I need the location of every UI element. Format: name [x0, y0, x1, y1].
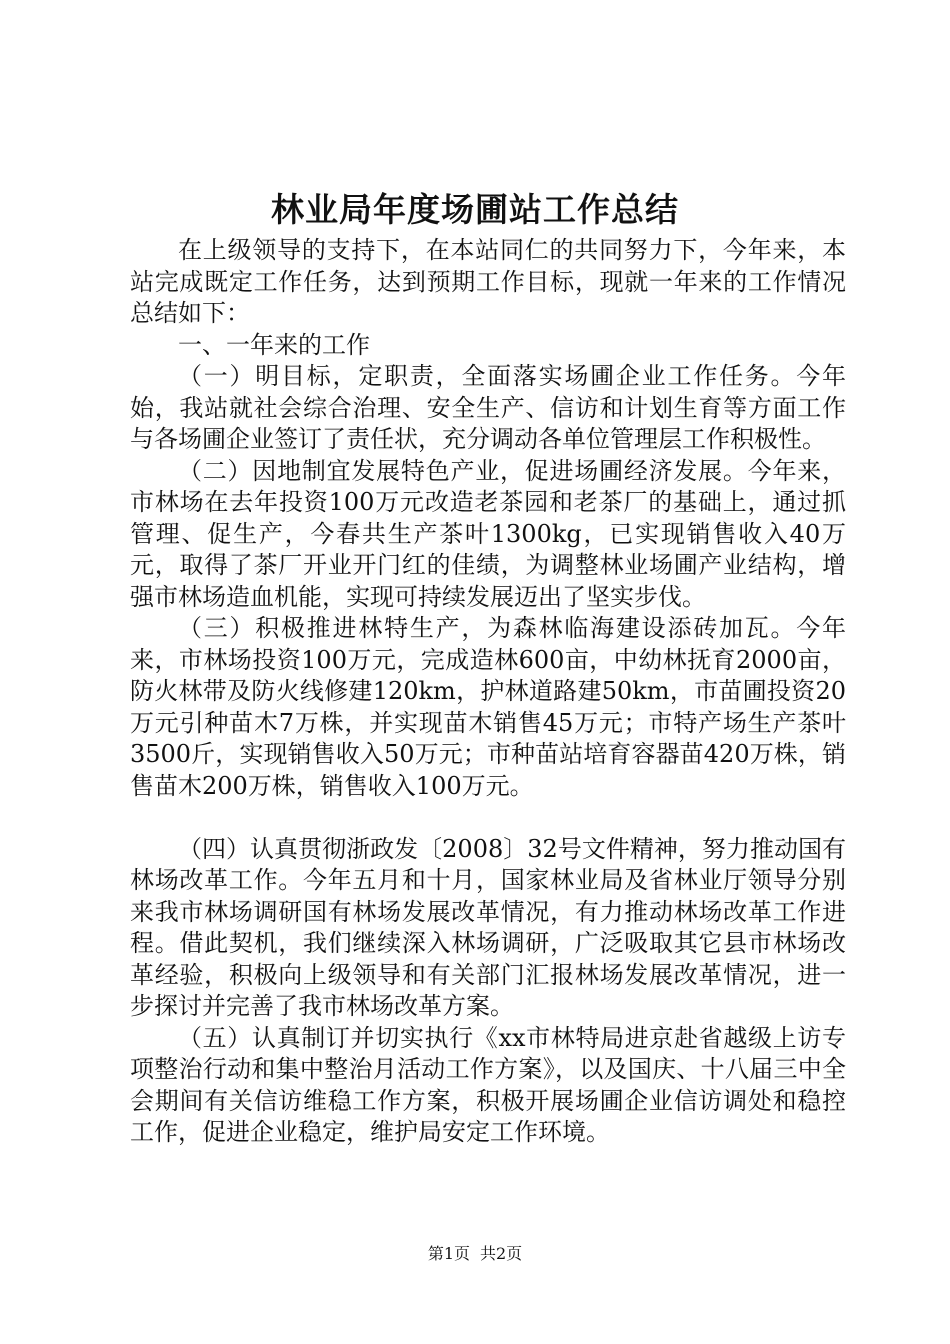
intro-paragraph: 在上级领导的支持下，在本站同仁的共同努力下，今年来，本站完成既定工作任务，达到预期工作目标，现就一年来的工作情况总结如下： — [130, 236, 846, 327]
item-2-paragraph: （二）因地制宜发展特色产业，促进场圃经济发展。今年来，市林场在去年投资100万元改造老茶园和老茶厂的基础上，通过抓管理、促生产，今春共生产茶叶1300kg，已实现销售收入40万元，取得了茶厂开业开门红的佳绩，为调整林业场圃产业结构，增强市林场造血机能，实现可持续发展迈出了坚实步伐。 — [130, 456, 846, 611]
item-5-paragraph: （五）认真制订并切实执行《xx市林特局进京赴省越级上访专项整治行动和集中整治月活动工作方案》，以及国庆、十八届三中全会期间有关信访维稳工作方案，积极开展场圃企业信访调处和稳控工作，促进企业稳定，维护局安定工作环境。 — [130, 1023, 846, 1146]
section-heading: 一、一年来的工作 — [178, 330, 370, 359]
page-footer — [0, 1243, 950, 1265]
item-1-paragraph: （一）明目标，定职责，全面落实场圃企业工作任务。今年始，我站就社会综合治理、安全生产、信访和计划生育等方面工作与各场圃企业签订了责任状，充分调动各单位管理层工作积极性。 — [130, 362, 846, 453]
document-body — [130, 235, 846, 1149]
item-4-paragraph: （四）认真贯彻浙政发〔2008〕32号文件精神，努力推动国有林场改革工作。今年五月和十月，国家林业局及省林业厅领导分别来我市林场调研国有林场发展改革情况，有力推动林场改革工作进程。借此契机，我们继续深入林场调研，广泛吸取其它县市林场改革经验，积极向上级领导和有关部门汇报林场发展改革情况，进一步探讨并完善了我市林场改革方案。 — [130, 834, 846, 1020]
document-title: 林业局年度场圃站工作总结 — [271, 190, 679, 229]
page-total: 共2页 — [480, 1244, 523, 1263]
item-3-paragraph: （三）积极推进林特生产，为森林临海建设添砖加瓦。今年来，市林场投资100万元，完成造林600亩，中幼林抚育2000亩，防火林带及防火线修建120km，护林道路建50km，市苗圃投资20万元引种苗木7万株，并实现苗木销售45万元；市特产场生产茶叶3500斤，实现销售收入50万元；市种苗站培育容器苗420万株，销售苗木200万株，销售收入100万元。 — [130, 614, 846, 800]
page-number: 第1页 — [427, 1244, 470, 1263]
